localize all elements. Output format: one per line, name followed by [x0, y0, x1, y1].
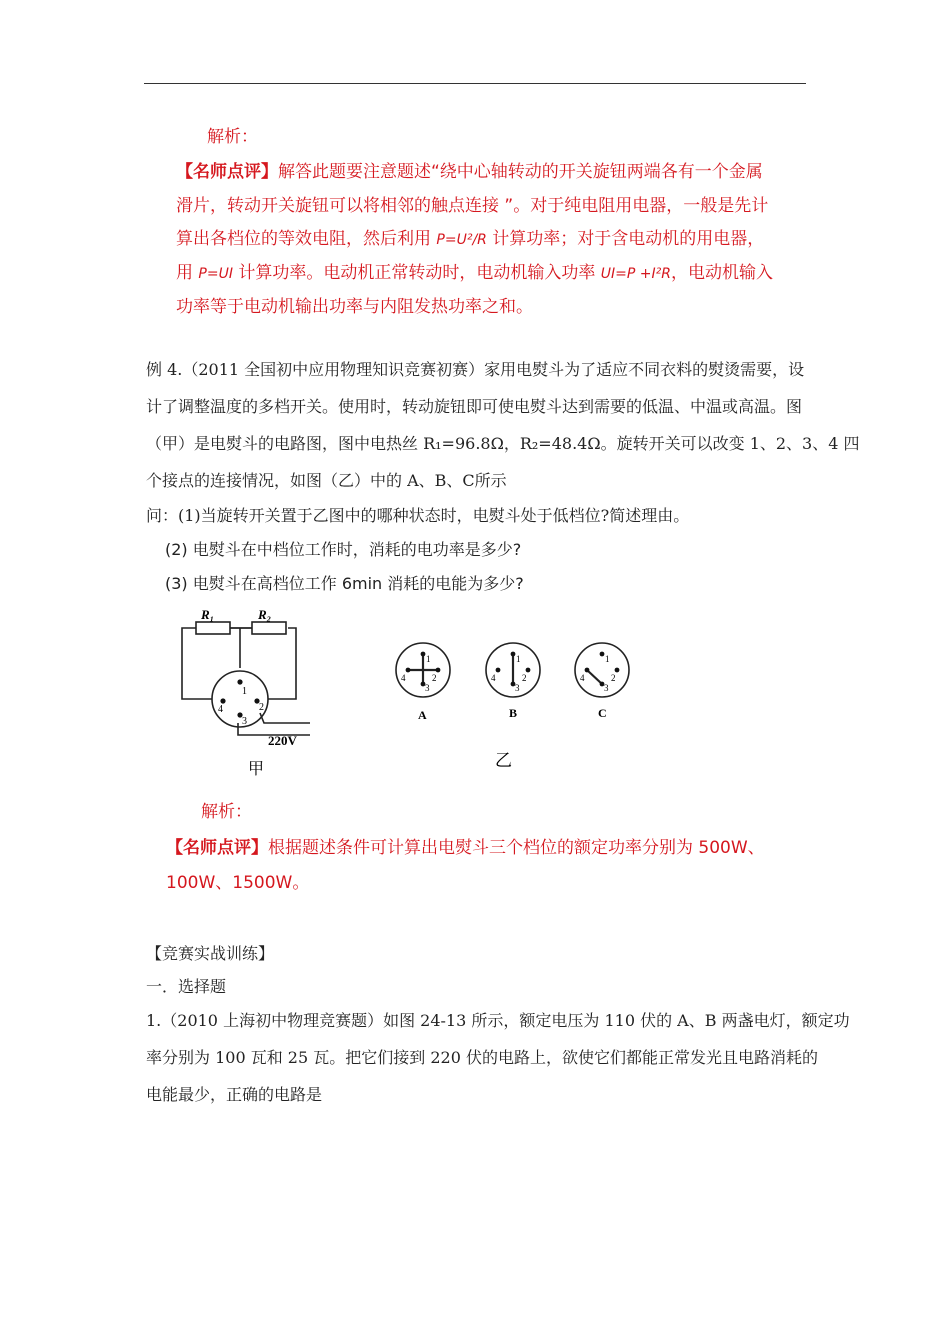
problem-line: 率分别为 100 瓦和 25 瓦。把它们接到 220 伏的电路上，欲使它们都能正常发光且电路消耗的 — [146, 1048, 818, 1067]
example-line: （甲）是电熨斗的电路图，图中电热丝 R₁=96.8Ω，R₂=48.4Ω。旋转开关可以改变 1、2、3、4 四 — [146, 434, 860, 453]
caption-jia: 甲 — [248, 761, 265, 778]
point-label: 2 — [432, 673, 437, 683]
point-label: 2 — [611, 673, 616, 683]
point-label: 1 — [242, 686, 247, 697]
analysis-line: 100W、1500W。 — [166, 873, 310, 893]
caption-yi: 乙 — [495, 751, 512, 770]
analysis-text: 用 — [176, 263, 199, 283]
problem-line: 电能最少，正确的电路是 — [146, 1085, 323, 1104]
lead-wire-2 — [260, 713, 310, 723]
question-2: (2) 电熨斗在中档位工作时，消耗的电功率是多少? — [165, 540, 522, 559]
analysis-heading: 解析： — [201, 802, 252, 822]
formula-power: P=UI — [198, 266, 233, 282]
point-label: 2 — [522, 673, 527, 683]
section-heading: 【竞赛实战训练】 — [146, 944, 275, 963]
switch-label-a: A — [418, 708, 427, 722]
analysis-line — [166, 837, 765, 859]
label-r2: R₂ — [258, 607, 272, 622]
switch-label-b: B — [509, 706, 518, 720]
point-label: 1 — [426, 654, 431, 664]
point-label: 4 — [218, 704, 223, 715]
resistor-r1 — [196, 622, 230, 634]
resistor-r2 — [252, 622, 286, 634]
teacher-comment-tag: 【名师点评】 — [176, 162, 278, 182]
analysis-line: 功率等于电动机输出功率与内阻发热功率之和。 — [176, 297, 533, 317]
circuit-figure — [170, 606, 670, 784]
switch-a — [396, 643, 450, 697]
point-label: 4 — [401, 673, 406, 683]
contact-point — [237, 679, 242, 684]
label-r1: R₁ — [201, 607, 215, 622]
analysis-line — [176, 161, 763, 183]
voltage-label: 220V — [268, 733, 297, 748]
subsection-heading: 一．选择题 — [146, 977, 227, 996]
header-rule — [144, 83, 806, 84]
point-label: 4 — [580, 673, 585, 683]
analysis-line — [176, 262, 773, 285]
point-label: 2 — [259, 702, 264, 713]
example-line: 计了调整温度的多档开关。使用时，转动旋钮即可使电熨斗达到需要的低温、中温或高温。图 — [146, 397, 803, 416]
analysis-line — [176, 228, 764, 251]
question-3: (3) 电熨斗在高档位工作 6min 消耗的电能为多少? — [165, 574, 524, 593]
contact-point — [220, 698, 225, 703]
teacher-comment-tag: 【名师点评】 — [166, 838, 268, 858]
point-label: 4 — [491, 673, 496, 683]
analysis-text: 根据题述条件可计算出电熨斗三个档位的额定功率分别为 500W、 — [268, 838, 765, 858]
analysis-text: 解答此题要注意题述“绕中心轴转动的开关旋钮两端各有一个金属 — [278, 162, 763, 182]
switch-label-c: C — [598, 706, 607, 720]
analysis-text: 计算功率。电动机正常转动时，电动机输入功率 — [232, 263, 601, 283]
problem-line: 1.（2010 上海初中物理竞赛题）如图 24-13 所示，额定电压为 110 伏的 A、B 两盏电灯，额定功 — [146, 1011, 850, 1030]
example-line: 例 4.（2011 全国初中应用物理知识竞赛初赛）家用电熨斗为了适应不同衣料的熨烫需要，设 — [146, 360, 805, 379]
point-label: 1 — [605, 654, 610, 664]
point-label: 3 — [515, 683, 520, 693]
analysis-text: 计算功率；对于含电动机的用电器， — [486, 229, 765, 249]
point-label: 1 — [516, 654, 521, 664]
formula-motor: UI=P +I²R — [600, 266, 671, 282]
switch-b — [486, 643, 540, 697]
analysis-text: 算出各档位的等效电阻，然后利用 — [176, 229, 437, 249]
wire-right — [268, 628, 296, 699]
analysis-line: 滑片，转动开关旋钮可以将相邻的触点连接 ”。对于纯电阻用电器，一般是先计 — [176, 196, 769, 216]
analysis-heading: 解析： — [207, 127, 258, 147]
example-line: 个接点的连接情况，如图（乙）中的 A、B、C所示 — [146, 471, 507, 490]
formula-power: P=U²/R — [436, 232, 487, 248]
analysis-text: ，电动机输入 — [670, 263, 773, 283]
switch-c — [575, 643, 629, 697]
point-label: 3 — [242, 716, 247, 727]
question-1: 问：(1)当旋转开关置于乙图中的哪种状态时，电熨斗处于低档位?简述理由。 — [146, 506, 690, 525]
point-label: 3 — [425, 683, 430, 693]
point-label: 3 — [604, 683, 609, 693]
